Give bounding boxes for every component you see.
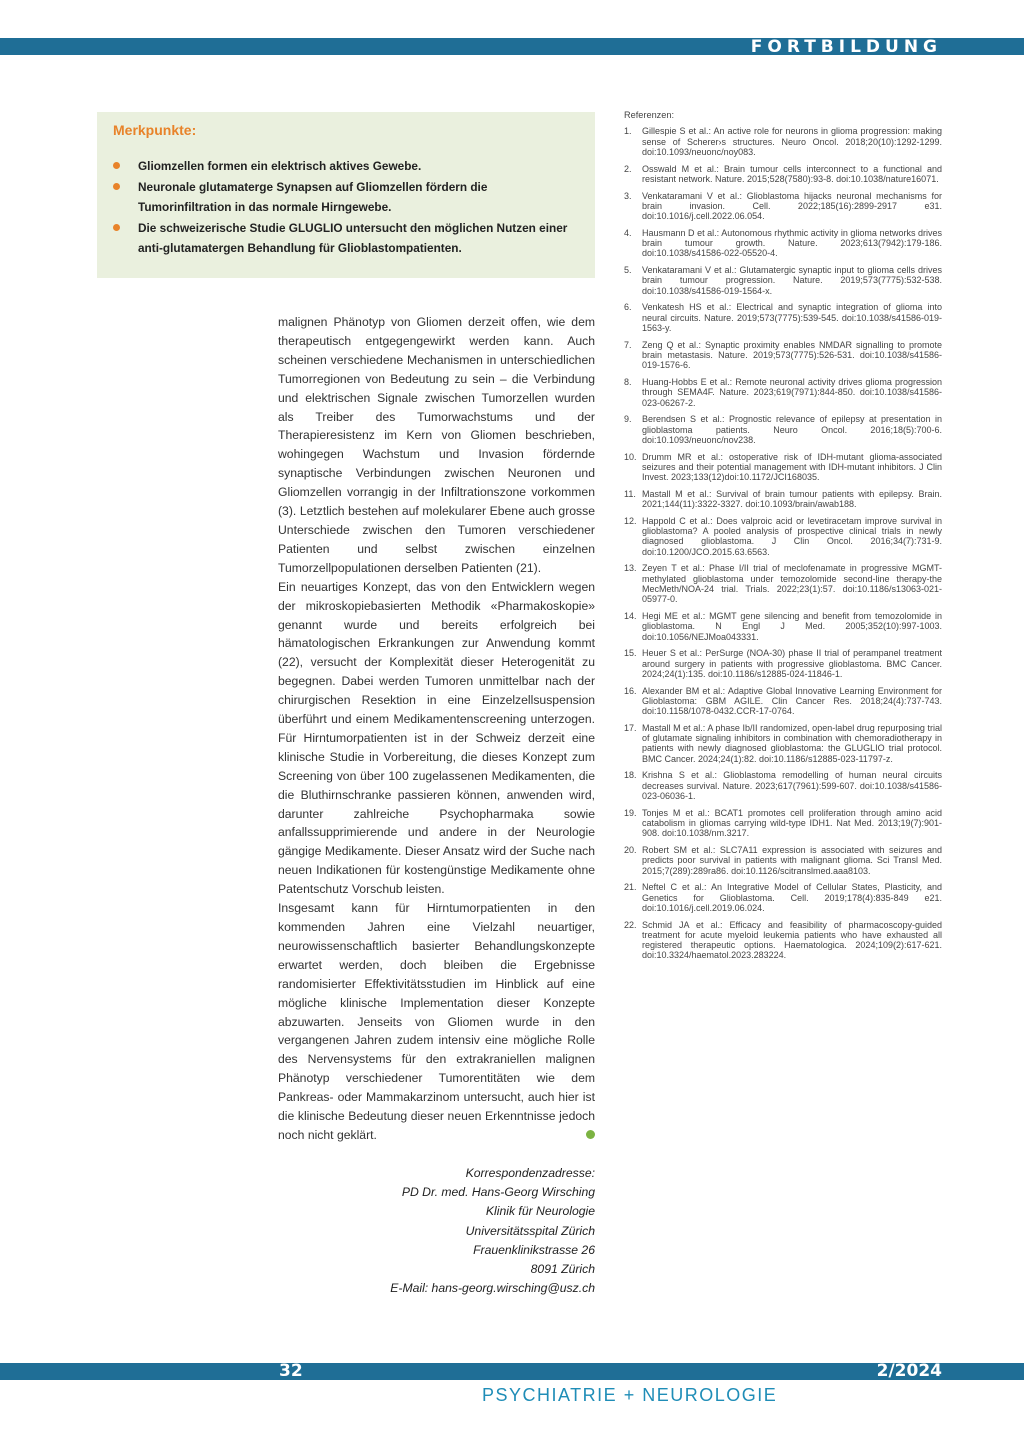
reference-number: 11.	[624, 488, 636, 499]
reference-text: Huang-Hobbs E et al.: Remote neuronal activity drives glioma progression through SEMA4F. Nature. 2023;619(7971):844-850. doi:10.1038/s41586-023-06267-2.	[642, 376, 942, 408]
reference-number: 12.	[624, 515, 637, 526]
reference-number: 6.	[624, 302, 632, 313]
reference-number: 14.	[624, 610, 637, 621]
reference-text: Neftel C et al.: An Integrative Model of Cellular States, Plasticity, and Genetics for Glioblastoma. Cell. 2019;178(4):835-849 e21. doi:10.1016/j.cell.2019.06.024.	[642, 882, 942, 913]
reference-item	[624, 648, 942, 679]
reference-number: 17.	[624, 722, 637, 733]
reference-text: Krishna S et al.: Glioblastoma remodelling of human neural circuits decreases survival. Nature. 2023;617(7961):599-607. doi:10.1038/s41586-023-06036-1.	[642, 770, 942, 801]
reference-text: Venkataramani V et al.: Glioblastoma hijacks neuronal mechanisms for brain invasion. Cell. 2022;185(16):2899-2917 e31. doi:10.1016/j.cell.2022.06.054.	[642, 190, 942, 222]
reference-number: 16.	[624, 685, 637, 696]
reference-item	[624, 126, 942, 157]
references-column	[624, 110, 942, 967]
footer-bar	[0, 1363, 1024, 1380]
address-line: Frauenklinikstrasse 26	[473, 1242, 595, 1257]
reference-item	[624, 377, 942, 408]
address-line: Universitätsspital Zürich	[465, 1223, 595, 1238]
reference-text: Berendsen S et al.: Prognostic relevance of epilepsy at presentation in glioblastoma patients. Neuro Oncol. 2016;18(5):700-6. doi:10.1093/neuonc/nov238.	[642, 414, 942, 445]
reference-text: Gillespie S et al.: An active role for neurons in glioma progression: making sense of Scherer›s structures. Neuro Oncol. 2018;20(10):1292-1299. doi:10.1093/neuonc/noy083.	[642, 126, 942, 157]
references-list	[624, 126, 942, 960]
reference-item	[624, 265, 942, 296]
reference-item	[624, 191, 942, 222]
key-point-item	[113, 177, 579, 218]
reference-text: Mastall M et al.: Survival of brain tumour patients with epilepsy. Brain. 2021;144(11):3322-3327. doi:10.1093/brain/awab188.	[642, 488, 942, 510]
address-line: Klinik für Neurologie	[485, 1204, 595, 1219]
reference-number: 22.	[624, 919, 637, 930]
key-point-item	[113, 156, 579, 177]
reference-item	[624, 340, 942, 371]
reference-item	[624, 808, 942, 839]
article-body	[278, 313, 595, 1145]
reference-item	[624, 302, 942, 333]
reference-text: Mastall M et al.: A phase Ib/II randomized, open-label drug repurposing trial of glutamate signaling inhibitors in combination with chemoradiotherapy in patients with newly diagnosed glioblastoma: the GLUGLIO trial protocol. BMC Cancer. 2024;24(1):82. doi:10.1186/s12885-023-11797-z.	[642, 722, 942, 764]
key-point-text: Gliomzellen formen ein elektrisch aktives Gewebe.	[138, 159, 422, 173]
body-paragraph: Ein neuartiges Konzept, das von den Entwicklern wegen der mikroskopiebasierten Methodik «Pharmakoskopie» genannt wurde und bereits erfolgreich bei hämatologischen Erkrankungen zur Anwendung kommt (22), versucht der Komplexität dieser Heterogenität zu begegnen. Dabei werden Tumoren unmittelbar nach der chirurgischen Resektion in eine Einzelzellsuspension überführt und einem Medikamentenscreening unterzogen. Für Hirntumorpatienten ist in der Schweiz derzeit eine klinische Studie in Vorbereitung, die dieses Konzept zum Screening von über 100 zugelassenen Medikamenten, die die Bluthirnschranke passieren können, anwenden wird, darunter zahlreiche Psychopharmaka sowie anfallssupprimierende und andere in der Neurologie gängige Medikamente. Dieser Ansatz wird der Suche nach neuen Indikationen für kostengünstige Medikamente ohne Patentschutz Vorschub leisten.	[278, 579, 595, 897]
end-of-article-icon	[586, 1130, 595, 1139]
reference-text: Robert SM et al.: SLC7A11 expression is associated with seizures and predicts poor survival in patients with malignant glioma. Sci Transl Med. 2015;7(289):289ra86. doi:10.1126/scitranslmed.aaa8103.	[642, 844, 942, 876]
body-paragraph: Insgesamt kann für Hirntumorpatienten in den kommenden Jahren eine Vielzahl neuartiger, neurowissenschaftlich basierter Behandlungskonzepte erwartet werden, doch bleiben die Ergebnisse randomisierter Effektivitätsstudien im Hinblick auf eine mögliche klinische Implementation dieser Konzepte abzuwarten. Jenseits von Gliomen wurde in den vergangenen Jahren zudem intensiv eine mögliche Rolle des Nervensystems für den extrakraniellen malignen Phänotyp verschiedener Tumorentitäten wie dem Pankreas- oder Mammakarzinom untersucht, auch hier ist die klinische Bedeutung dieser neuen Erkenntnisse jedoch noch nicht geklärt.	[278, 901, 595, 1142]
reference-item	[624, 452, 942, 483]
reference-item	[624, 845, 942, 876]
key-points-list	[113, 156, 579, 259]
reference-item	[624, 920, 942, 961]
reference-item	[624, 686, 942, 717]
reference-text: Heuer S et al.: PerSurge (NOA-30) phase II trial of perampanel treatment around surgery in patients with progressive glioblastoma. BMC Cancer. 2024;24(1):135. doi:10.1186/s12885-024-11846-1.	[642, 648, 942, 679]
issue-label: 2/2024	[876, 1361, 942, 1381]
bullet-dot-icon	[113, 183, 120, 190]
reference-item	[624, 563, 942, 604]
reference-number: 9.	[624, 414, 632, 425]
bullet-dot-icon	[113, 162, 120, 169]
reference-text: Alexander BM et al.: Adaptive Global Innovative Learning Environment for Glioblastoma: GBM AGILE. Clin Cancer Res. 2018;24(4):737-743. doi:10.1158/1078-0432.CCR-17-0764.	[642, 685, 942, 717]
key-points-title: Merkpunkte:	[113, 122, 197, 138]
reference-number: 20.	[624, 844, 637, 855]
page-number: 32	[279, 1361, 303, 1381]
address-email[interactable]: E-Mail: hans-georg.wirsching@usz.ch	[390, 1281, 595, 1296]
reference-item	[624, 228, 942, 259]
address-label: Korrespondenzadresse:	[465, 1166, 595, 1180]
reference-number: 2.	[624, 163, 632, 174]
reference-number: 3.	[624, 190, 632, 201]
reference-text: Venkataramani V et al.: Glutamatergic synaptic input to glioma cells drives brain tumour progression. Nature. 2019;573(7775):532-538. doi:10.1038/s41586-019-1564-x.	[642, 265, 942, 296]
reference-text: Hegi ME et al.: MGMT gene silencing and benefit from temozolomide in glioblastoma. N Engl J Med. 2005;352(10):997-1003. doi:10.1056/NEJMoa043331.	[642, 610, 942, 642]
reference-item	[624, 770, 942, 801]
reference-text: Venkatesh HS et al.: Electrical and synaptic integration of glioma into neural circuits. Nature. 2019;573(7775):539-545. doi:10.1038/s41586-019-1563-y.	[642, 302, 942, 333]
reference-item	[624, 489, 942, 510]
section-label: FORTBILDUNG	[750, 37, 942, 57]
reference-text: Zeng Q et al.: Synaptic proximity enables NMDAR signalling to promote brain metastasis. Nature. 2019;573(7775):526-531. doi:10.1038/s41586-019-1576-6.	[642, 339, 942, 371]
reference-item	[624, 516, 942, 557]
reference-item	[624, 723, 942, 764]
reference-number: 10.	[624, 451, 637, 462]
key-point-item	[113, 218, 579, 259]
body-paragraph: malignen Phänotyp von Gliomen derzeit offen, wie dem therapeutisch entgegengewirkt werden kann. Auch scheinen verschiedene Mechanismen in unterschiedlichen Tumorregionen von Bedeutung zu sein – die Verbindung und elektrischen Signale zwischen Tumorzellen wurden als Treiber des Tumorwachstums und der Therapieresistenz im Kern von Gliomen beschrieben, wohingegen Wachstum und Invasion fördernde synaptische Verbindungen zwischen Neuronen und Gliomzellen vorrangig in der Infiltrationszone vorkommen (3). Letztlich bestehen auf molekularer Ebene auch grosse Unterschiede zwischen den Tumoren verschiedener Patienten und selbst zwischen einzelnen Tumorzellpopulationen derselben Patienten (21).	[278, 315, 595, 575]
key-points-box	[97, 112, 595, 278]
key-point-text: Die schweizerische Studie GLUGLIO untersucht den möglichen Nutzen einer anti-glutamatergen Behandlung für Glioblastompatienten.	[138, 220, 568, 255]
reference-text: Osswald M et al.: Brain tumour cells interconnect to a functional and resistant network. Nature. 2015;528(7580):93-8. doi:10.1038/nature16071.	[642, 163, 942, 184]
bullet-dot-icon	[113, 224, 120, 231]
key-point-text: Neuronale glutamaterge Synapsen auf Gliomzellen fördern die Tumorinfiltration in das normale Hirngewebe.	[138, 179, 488, 214]
reference-item	[624, 882, 942, 913]
reference-item	[624, 414, 942, 445]
reference-number: 18.	[624, 770, 637, 781]
reference-number: 15.	[624, 648, 637, 659]
reference-text: Tonjes M et al.: BCAT1 promotes cell proliferation through amino acid catabolism in gliomas carrying wild-type IDH1. Nat Med. 2013;19(7):901-908. doi:10.1038/nm.3217.	[642, 807, 942, 839]
reference-text: Drumm MR et al.: ostoperative risk of IDH-mutant glioma-associated seizures and their potential management with IDH-mutant inhibitors. J Clin Invest. 2023;133(12)doi:10.1172/JCI168035.	[642, 451, 942, 483]
address-line: 8091 Zürich	[530, 1262, 595, 1277]
reference-item	[624, 164, 942, 185]
reference-text: Hausmann D et al.: Autonomous rhythmic activity in glioma networks drives brain tumour growth. Nature. 2023;613(7942):179-186. doi:10.1038/s41586-022-05520-4.	[642, 227, 942, 259]
references-title: Referenzen:	[624, 110, 675, 120]
address-line: PD Dr. med. Hans-Georg Wirsching	[401, 1185, 595, 1200]
reference-number: 4.	[624, 227, 632, 238]
reference-number: 1.	[624, 126, 632, 137]
reference-text: Zeyen T et al.: Phase I/II trial of meclofenamate in progressive MGMT-methylated glioblastoma under temozolomide second-line therapy-the MecMeth/NOA-24 trial. Trials. 2022;23(1):57. doi:10.1186/s13063-021-05977-0.	[642, 563, 942, 605]
reference-number: 5.	[624, 265, 632, 276]
reference-number: 19.	[624, 807, 637, 818]
reference-number: 7.	[624, 339, 632, 350]
reference-text: Happold C et al.: Does valproic acid or levetiracetam improve survival in glioblastoma? A pooled analysis of prospective clinical trials in newly diagnosed glioblastoma. J Clin Oncol. 2016;34(7):731-9. doi:10.1200/JCO.2015.63.6563.	[642, 515, 942, 557]
correspondence-address	[300, 1164, 595, 1298]
reference-number: 13.	[624, 563, 637, 574]
reference-item	[624, 611, 942, 642]
reference-text: Schmid JA et al.: Efficacy and feasibility of pharmacoscopy-guided treatment for acute myeloid leukemia patients who have exhausted all registered therapeutic options. Haematologica. 2024;109(2):617-621. doi:10.3324/haematol.2023.283224.	[642, 919, 942, 961]
journal-name: PSYCHIATRIE + NEUROLOGIE	[482, 1385, 778, 1405]
reference-number: 21.	[624, 882, 637, 893]
reference-number: 8.	[624, 376, 632, 387]
